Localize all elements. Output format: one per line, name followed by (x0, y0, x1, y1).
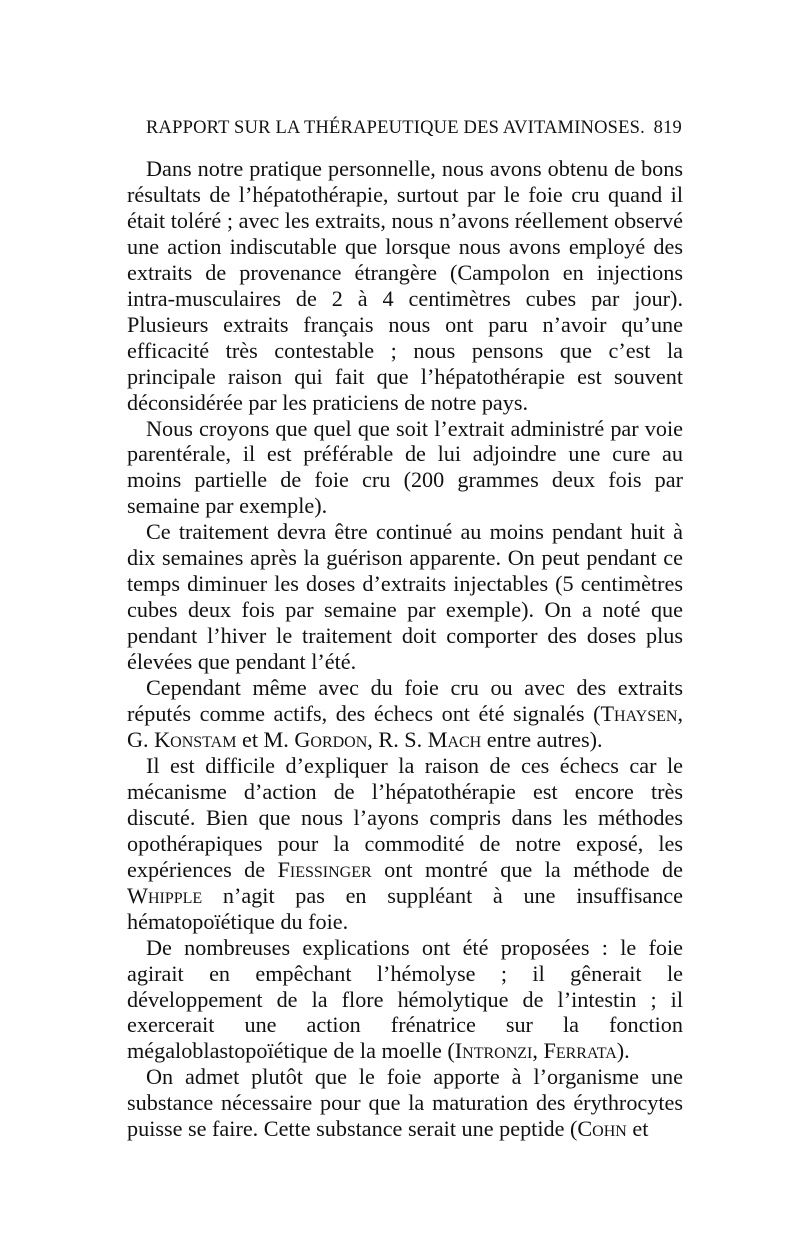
running-title: RAPPORT SUR LA THÉRAPEUTIQUE DES AVITAMINOSES. (146, 118, 645, 138)
paragraph-5 (127, 753, 683, 935)
paragraph-7 (127, 1064, 683, 1142)
author-name: Ferrata (543, 1038, 617, 1064)
author-name: Thaysen (600, 701, 678, 727)
paragraph-4-text-3: et M. (236, 726, 295, 752)
author-name: Whipple (127, 882, 203, 908)
author-name: Intronzi (454, 1038, 533, 1064)
paragraph-6-text-2: , (532, 1038, 544, 1064)
author-name: Fiessinger (277, 856, 372, 882)
paragraph-4-text-2: , G. (127, 701, 683, 752)
paragraph-4-text-5: entre autres). (481, 726, 603, 752)
paragraph-5-text-1: Il est difficile d’expliquer la raison de ces échecs car le mécanisme d’action de l’hépatothérapie est encore très discuté. Bien que nous l’ayons compris dans les méthodes opothérapiques pour la commodité de notre exposé, les expériences de (127, 752, 683, 882)
paragraph-7-text-2: et (626, 1116, 649, 1142)
paragraph-5-text-3: n’agit pas en suppléant à une insuffisance hématopoïétique du foie. (127, 882, 683, 934)
paragraph-6-text-3: ). (616, 1038, 630, 1064)
running-header (146, 118, 682, 146)
author-name: Cohn (577, 1116, 627, 1142)
author-name: Mach (427, 726, 482, 752)
paragraph-2: Nous croyons que quel que soit l’extrait administré par voie parentérale, il est préférable de lui adjoindre une cure au moins partielle de foie cru (200 grammes deux fois par semaine par exemple). (127, 415, 683, 519)
paragraph-6 (127, 935, 683, 1065)
author-name: Gordon (294, 726, 368, 752)
paragraph-4-text-4: , R. S. (367, 726, 428, 752)
paragraph-7-text-1: On admet plutôt que le foie apporte à l’organisme une substance nécessaire pour que la maturation des érythrocytes puisse se faire. Cette substance serait une peptide ( (127, 1064, 683, 1142)
paragraph-6-text-1: De nombreuses explications ont été proposées : le foie agirait en empêchant l’hémolyse ; il gênerait le développement de la flore hémolytique de l’intestin ; il exercerait une action frénatrice sur la fonction mégaloblastopoïétique de la moelle ( (127, 934, 683, 1064)
author-name: Konstam (154, 726, 237, 752)
paragraph-3: Ce traitement devra être continué au moins pendant huit à dix semaines après la guérison apparente. On peut pendant ce temps diminuer les doses d’extraits injectables (5 centimètres cubes deux fois par semaine par exemple). On a noté que pendant l’hiver le traitement doit comporter des doses plus élevées que pendant l’été. (127, 519, 683, 675)
paragraph-1: Dans notre pratique personnelle, nous avons obtenu de bons résultats de l’hépatothérapie, surtout par le foie cru quand il était toléré ; avec les extraits, nous n’avons réellement observé une action indiscutable que lorsque nous avons employé des extraits de provenance étrangère (Campolon en injections intra-musculaires de 2 à 4 centimètres cubes par jour). Plusieurs extraits français nous ont paru n’avoir qu’une efficacité très contestable ; nous pensons que c’est la principale raison qui fait que l’hépatothérapie est souvent déconsidérée par les praticiens de notre pays. (127, 156, 683, 415)
page-number: 819 (653, 118, 682, 138)
paragraph-4-text-1: Cependant même avec du foie cru ou avec des extraits réputés comme actifs, des échecs ont été signalés ( (127, 675, 683, 727)
body-text (127, 156, 683, 1142)
paragraph-5-text-2: ont montré que la méthode de (371, 856, 683, 882)
paragraph-4 (127, 675, 683, 753)
